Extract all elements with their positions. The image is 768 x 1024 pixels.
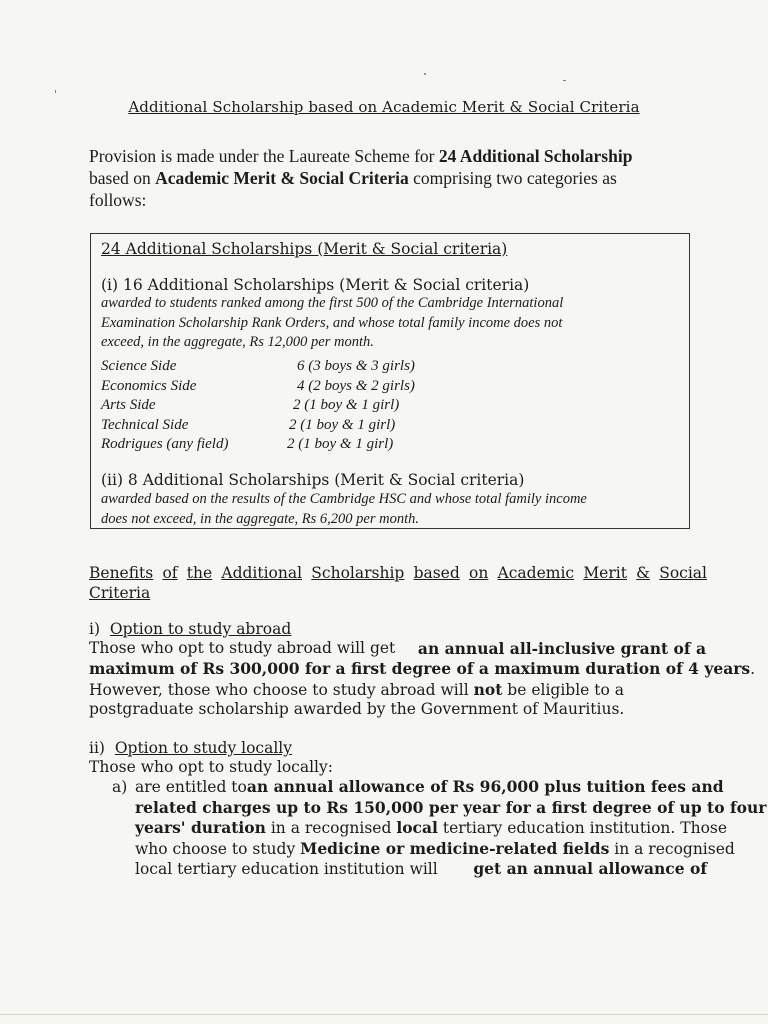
heading-word: Social [659, 564, 707, 582]
heading-word: the [186, 564, 213, 582]
scan-speck [563, 80, 566, 81]
allocation-row: Technical Side 2 (1 boy & 1 girl) [101, 416, 396, 433]
allocation-row: Arts Side 2 (1 boy & 1 girl) [101, 397, 400, 413]
part1-heading: (i) 16 Additional Scholarships (Merit & Social criteria) [101, 276, 530, 294]
option-abroad-text [89, 639, 756, 720]
benefits-heading-line [89, 563, 707, 583]
allocation-row: Science Side 6 (3 boys & 3 girls) [101, 358, 415, 374]
heading-word: Additional [221, 564, 303, 582]
intro-paragraph [89, 145, 709, 211]
text-line: years' duration in a recognised local tertiary education institution. Those [135, 818, 728, 837]
heading-word: Merit [583, 564, 627, 582]
allocation-list [101, 358, 561, 456]
allocation-row: Economics Side 4 (2 boys & 2 girls) [101, 377, 415, 394]
part2-heading: (ii) 8 Additional Scholarships (Merit & Social criteria) [101, 471, 525, 489]
part2-description: awarded based on the results of the Cambridge HSC and whose total family income does not exceed, in the aggregate, Rs 6,200 per month. [101, 491, 587, 527]
page-edge-line [0, 1014, 768, 1015]
text-line: postgraduate scholarship awarded by the Government of Mauritius. [89, 700, 625, 719]
scholarship-summary-box [90, 233, 690, 529]
scan-speck [424, 73, 426, 75]
heading-word: Benefits [89, 564, 154, 582]
allocation-row: Rodrigues (any field) 2 (1 boy & 1 girl) [101, 436, 394, 452]
list-item-text [135, 777, 767, 880]
option-locally-intro: Those who opt to study locally: [89, 758, 333, 776]
heading-word: on [469, 564, 489, 582]
text-line: who choose to study Medicine or medicine-related fields in a recognised [135, 838, 735, 858]
list-marker: a) [112, 778, 128, 796]
option-abroad-heading: i) Option to study abroad [89, 620, 292, 638]
intro-line: Provision is made under the Laureate Scheme for 24 Additional Scholarship [89, 146, 633, 166]
intro-line: follows: [89, 190, 147, 210]
benefits-heading [89, 563, 707, 603]
box-title: 24 Additional Scholarships (Merit & Social criteria) [101, 240, 508, 258]
heading-word: Scholarship [311, 564, 405, 582]
heading-word: of [162, 564, 178, 582]
intro-line: based on Academic Merit & Social Criteria comprising two categories as [89, 168, 617, 188]
text-line: maximum of Rs 300,000 for a first degree of a maximum duration of 4 years. [89, 658, 756, 678]
heading-word: based [413, 564, 460, 582]
heading-word: Academic [497, 564, 575, 582]
heading-word: & [636, 564, 650, 582]
document-title: Additional Scholarship based on Academic Merit & Social Criteria [128, 98, 640, 116]
benefits-heading-line: Criteria [89, 584, 151, 602]
text-line: However, those who choose to study abroad will not be eligible to a [89, 679, 624, 699]
option-locally-heading: ii) Option to study locally [89, 739, 293, 757]
text-line: related charges up to Rs 150,000 per year for a first degree of up to four [135, 797, 767, 817]
scan-speck [55, 90, 56, 93]
part1-description: awarded to students ranked among the first 500 of the Cambridge International Examination Scholarship Rank Orders, and whose total family income does not exceed, in the aggregate, Rs 12,000 per month. [101, 295, 564, 350]
text-line: are entitled to an annual allowance of Rs 96,000 plus tuition fees and [135, 777, 724, 796]
text-line: Those who opt to study abroad will get an annual all-inclusive grant of a [89, 639, 706, 658]
text-line: local tertiary education institution will get an annual allowance of [135, 859, 707, 878]
